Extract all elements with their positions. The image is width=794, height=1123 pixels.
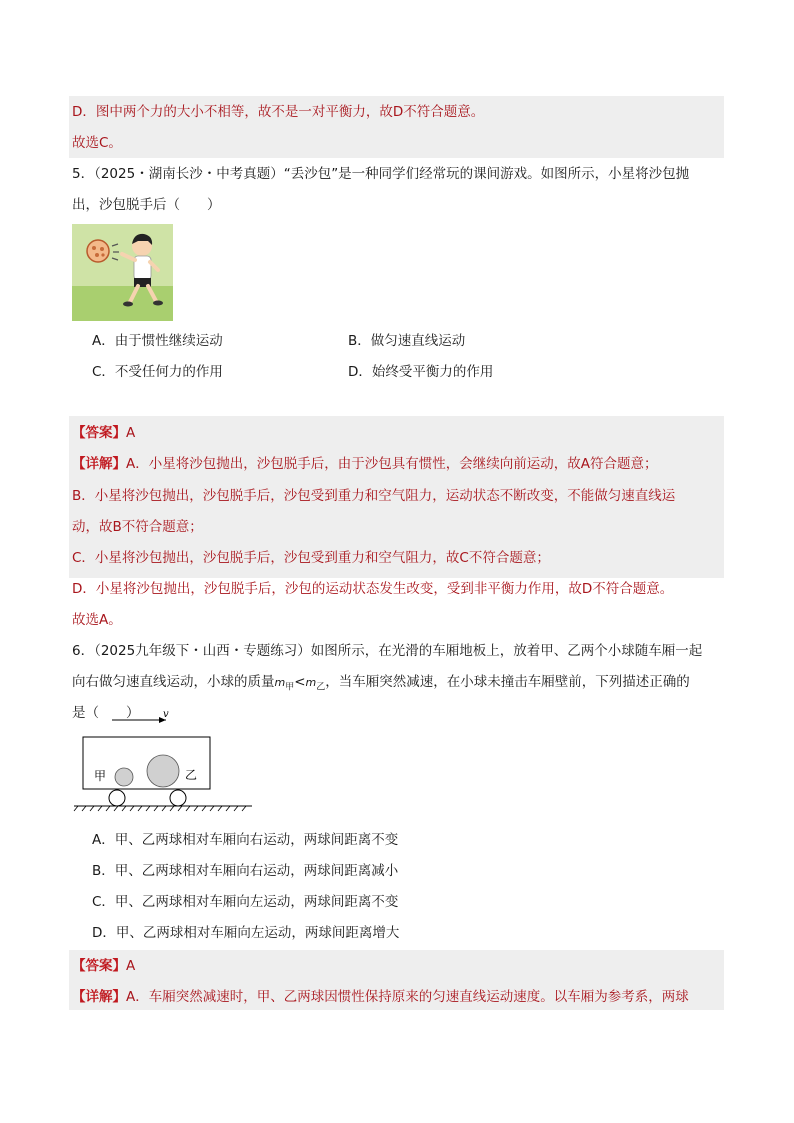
q5-detail-text-a: A．小星将沙包抛出，沙包脱手后，由于沙包具有惯性，会继续向前运动，故A符合题意；	[126, 456, 658, 472]
q5-stem-line1: 5．（2025・湖南长沙・中考真题）“丢沙包”是一种同学们经常玩的课间游戏。如图所示，小星将沙包抛	[72, 166, 690, 182]
q6-answer-value: A	[126, 958, 136, 974]
q5-answer-value: A	[126, 425, 136, 441]
prev-choose: 故选C。	[72, 135, 122, 151]
q6-mass-m2: m	[305, 676, 317, 689]
q5-figure-throwing-sandbag	[72, 224, 173, 321]
q6-stem-line1: 6．（2025九年级下・山西・专题练习）如图所示，在光滑的车厢地板上，放着甲、乙两个小球随车厢一起	[72, 643, 703, 659]
ground-hatch	[74, 806, 246, 811]
q5-detail-text-d: D．小星将沙包抛出，沙包脱手后，沙包的运动状态发生改变，受到非平衡力作用，故D不符合题意。	[72, 581, 674, 597]
prev-detail-d: D．图中两个力的大小不相等，故不是一对平衡力，故D不符合题意。	[72, 104, 485, 120]
q5-answer-tag: 【答案】	[72, 425, 126, 441]
q6-option-d: D．甲、乙两球相对车厢向左运动，两球间距离增大	[92, 925, 400, 941]
q6-stem-line2	[72, 672, 690, 698]
q5-choose: 故选A。	[72, 612, 122, 628]
q6-figure-cart	[72, 704, 256, 814]
q5-detail-text-c: C．小星将沙包抛出，沙包脱手后，沙包受到重力和空气阻力，故C不符合题意；	[72, 550, 550, 566]
q5-detail-text-b2: 动，故B不符合题意；	[72, 519, 203, 535]
ball-jia-icon	[115, 768, 133, 786]
q6-stem-line3: 是（ ）	[72, 705, 140, 721]
ball-yi-icon	[147, 755, 179, 787]
q5-stem-line2: 出，沙包脱手后（ ）	[72, 197, 221, 213]
q6-option-c: C．甲、乙两球相对车厢向左运动，两球间距离不变	[92, 894, 399, 910]
q6-stem-line2-a: 向右做匀速直线运动，小球的质量	[72, 674, 275, 690]
cart-with-balls-diagram	[72, 704, 256, 814]
q6-stem-line2-b: ，当车厢突然减速，在小球未撞击车厢壁前，下列描述正确的	[325, 674, 690, 690]
velocity-label: v	[163, 709, 169, 720]
q5-option-b: B．做匀速直线运动	[348, 333, 466, 349]
q5-detail-line1-final	[72, 454, 657, 474]
q6-mass-sub2: 乙	[316, 682, 326, 693]
q5-option-d: D．始终受平衡力的作用	[348, 364, 494, 380]
q6-option-a: A．甲、乙两球相对车厢向右运动，两球间距离不变	[92, 832, 399, 848]
q6-mass-lt: <	[294, 674, 306, 690]
q5-detail-tag: 【详解】	[72, 456, 126, 472]
q6-detail-text-a: A．车厢突然减速时，甲、乙两球因惯性保持原来的匀速直线运动速度。以车厢为参考系，两球	[126, 989, 689, 1005]
q6-answer-tag: 【答案】	[72, 958, 126, 974]
q5-option-a: A．由于惯性继续运动	[92, 333, 223, 349]
q5-detail-text-b1: B．小星将沙包抛出，沙包脱手后，沙包受到重力和空气阻力，运动状态不断改变，不能做匀速直线运	[72, 488, 676, 504]
boy-throwing-bag-illustration	[72, 224, 173, 321]
ball-jia-label: 甲	[94, 769, 107, 783]
q6-option-b: B．甲、乙两球相对车厢向右运动，两球间距离减小	[92, 863, 399, 879]
q6-answer	[72, 956, 135, 976]
q6-detail-line1	[72, 987, 689, 1007]
q6-detail-tag: 【详解】	[72, 989, 126, 1005]
q5-option-c: C．不受任何力的作用	[92, 364, 223, 380]
q6-mass-sub1: 甲	[285, 682, 295, 693]
wheel-left-icon	[109, 790, 125, 806]
ball-yi-label: 乙	[185, 768, 198, 782]
sandbag-icon	[87, 240, 109, 262]
wheel-right-icon	[170, 790, 186, 806]
q6-mass-m1: m	[274, 676, 286, 689]
q5-answer	[72, 423, 135, 443]
